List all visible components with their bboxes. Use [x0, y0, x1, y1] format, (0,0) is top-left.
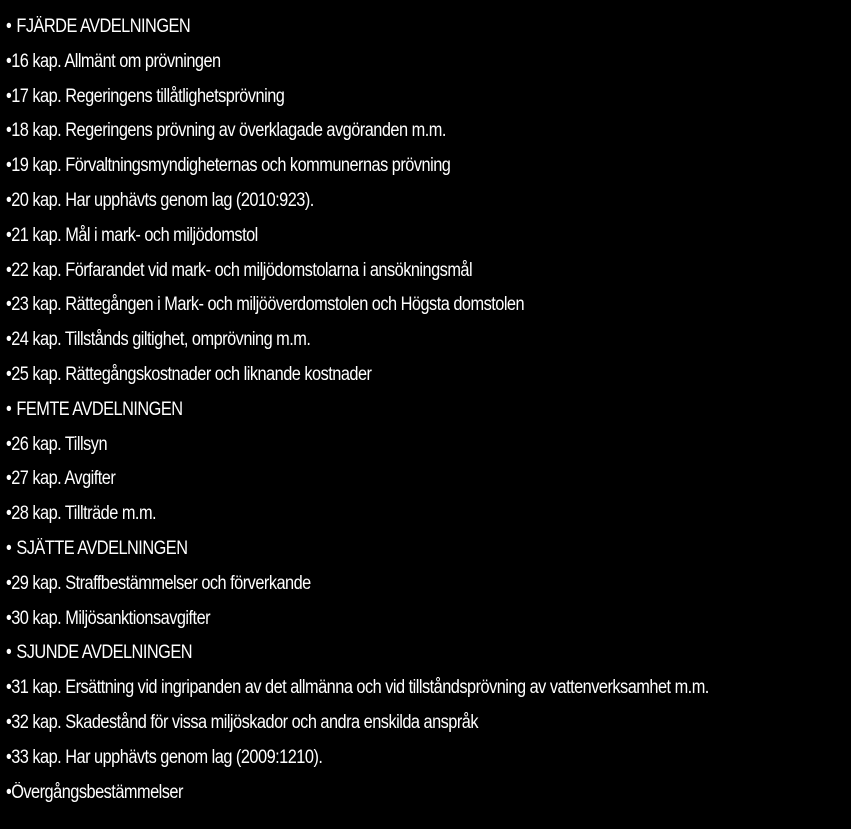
list-item [6, 184, 728, 219]
bullet: • [6, 329, 12, 351]
list-item [6, 254, 728, 289]
item-text: 22 kap. Förfarandet vid mark- och miljödomstolarna i ansökningsmål [11, 259, 473, 281]
list-item [6, 602, 728, 637]
list-item [6, 288, 728, 323]
item-text: 29 kap. Straffbestämmelser och förverkande [11, 572, 311, 594]
bullet: • [6, 433, 12, 455]
list-item [6, 219, 728, 254]
list-item [6, 671, 728, 706]
item-text: 27 kap. Avgifter [11, 468, 116, 490]
section-heading [6, 10, 728, 45]
list-item [6, 776, 728, 811]
bullet: • [6, 746, 12, 768]
item-text: SJUNDE AVDELNINGEN [16, 642, 193, 664]
list-item [6, 567, 728, 602]
bullet: • [6, 572, 12, 594]
item-text: Övergångsbestämmelser [11, 781, 183, 803]
list-item [6, 462, 728, 497]
bullet: • [6, 120, 12, 142]
list-item [6, 497, 728, 532]
item-text: 18 kap. Regeringens prövning av överklagade avgöranden m.m. [11, 120, 446, 142]
bullet: • [6, 155, 12, 177]
section-heading [6, 532, 728, 567]
item-text: 24 kap. Tillstånds giltighet, omprövning m.m. [11, 329, 311, 351]
bullet: • [6, 50, 12, 72]
bullet: • [6, 781, 12, 803]
bullet: • [6, 259, 12, 281]
item-text: 26 kap. Tillsyn [11, 433, 108, 455]
bullet: • [6, 607, 12, 629]
list-item [6, 428, 728, 463]
item-text: 21 kap. Mål i mark- och miljödomstol [11, 224, 258, 246]
bullet: • [6, 468, 12, 490]
list-item [6, 706, 728, 741]
section-heading [6, 636, 728, 671]
bullet: • [6, 398, 12, 420]
chapter-list [6, 10, 846, 810]
bullet: • [6, 677, 12, 699]
bullet: • [6, 189, 12, 211]
bullet: • [6, 711, 12, 733]
item-text: SJÄTTE AVDELNINGEN [16, 537, 188, 559]
bullet: • [6, 85, 12, 107]
item-text: 19 kap. Förvaltningsmyndigheternas och kommunernas prövning [11, 155, 451, 177]
list-item [6, 358, 728, 393]
item-text: 25 kap. Rättegångskostnader och liknande kostnader [11, 363, 372, 385]
list-item [6, 45, 728, 80]
list-item [6, 323, 728, 358]
item-text: 33 kap. Har upphävts genom lag (2009:1210). [11, 746, 323, 768]
list-item [6, 114, 728, 149]
bullet: • [6, 642, 12, 664]
item-text: 31 kap. Ersättning vid ingripanden av det allmänna och vid tillståndsprövning av vattenverksamhet m.m. [11, 677, 709, 699]
item-text: FEMTE AVDELNINGEN [16, 398, 183, 420]
bullet: • [6, 294, 12, 316]
item-text: 32 kap. Skadestånd för vissa miljöskador och andra enskilda anspråk [11, 711, 479, 733]
bullet: • [6, 224, 12, 246]
bullet: • [6, 503, 12, 525]
list-item [6, 741, 728, 776]
bullet: • [6, 363, 12, 385]
section-heading [6, 393, 728, 428]
item-text: 17 kap. Regeringens tillåtlighetsprövning [11, 85, 285, 107]
item-text: FJÄRDE AVDELNINGEN [16, 16, 191, 37]
list-item [6, 80, 728, 115]
item-text: 23 kap. Rättegången i Mark- och miljööverdomstolen och Högsta domstolen [11, 294, 525, 316]
bullet: • [6, 16, 12, 37]
bullet: • [6, 537, 12, 559]
item-text: 30 kap. Miljösanktionsavgifter [11, 607, 211, 629]
item-text: 20 kap. Har upphävts genom lag (2010:923). [11, 189, 314, 211]
item-text: 16 kap. Allmänt om prövningen [11, 50, 221, 72]
item-text: 28 kap. Tillträde m.m. [11, 503, 157, 525]
list-item [6, 149, 728, 184]
document-slide [6, 10, 846, 822]
